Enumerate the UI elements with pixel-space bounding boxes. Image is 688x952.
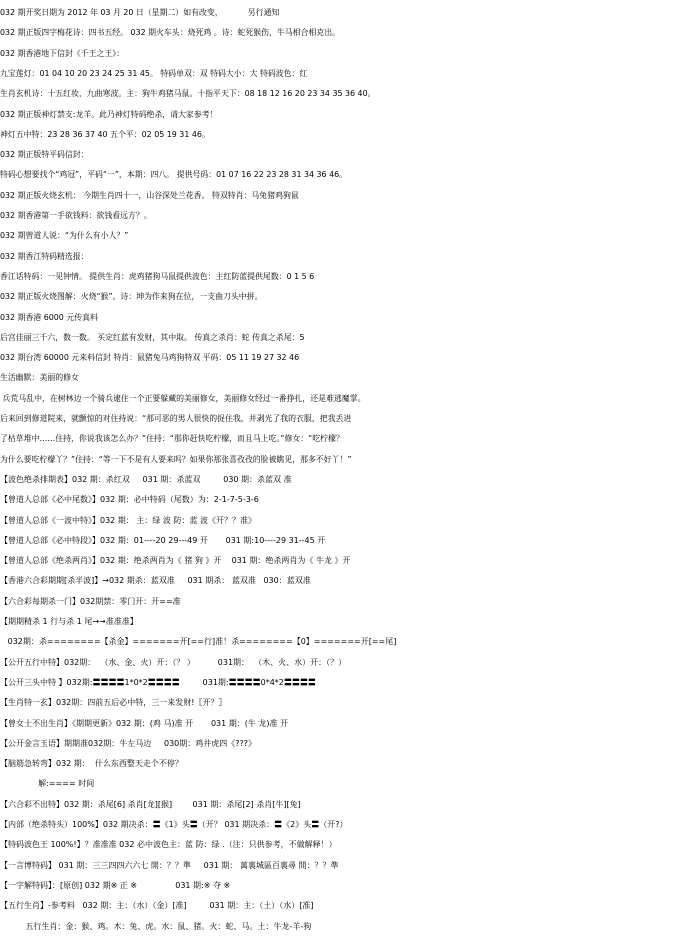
text-line: 后宫佳丽三千六，数一数。 买定红蓝有发财，其中取。 传真之杀肖：蛇 传真之杀尾：5 [0, 332, 305, 342]
text-line: 【波色绝杀排期表】032 期：杀红双 031 期：杀蓝双 030 期：杀蓝双 准 [0, 474, 292, 484]
text-line: 032 期香江特码精选报： [0, 251, 89, 261]
text-line: 032 期香港 6000 元传真料 [0, 312, 98, 322]
text-line: 032 期曾道人说：“为什么有小人？” [0, 231, 129, 241]
text-line: 【内部（绝杀特头）100%】032 期决杀：〓《1》头〓（开？ 031 期决杀：〓《2》头〓（开?） [0, 820, 348, 829]
text-line: 【一字解特码】：[原创] 032 期※ 正 ※ 031 期:※ 夺 ※ [0, 880, 231, 890]
text-line: 神灯五中特：23 28 36 37 40 五个平：02 05 19 31 46。 [0, 129, 210, 139]
text-line: 生肖玄机诗：十五红妆，九曲寒波。主：狗牛鸡猪马鼠。十指平天下：08 18 12 16 20 23 34 35 36 40。 [0, 89, 376, 99]
text-line: 香江话特码：一见钟情。 提供生肖：虎鸡猪狗马鼠提供波色：主红防蓝提供尾数：0 1 5 6 [0, 271, 315, 281]
text-line: 生活幽默：美丽的修女 [0, 373, 79, 383]
text-line: 九宝莲灯：01 04 10 20 23 24 25 31 45。 特码单双：双 特码大小：大 特码波色：红 [0, 68, 308, 78]
text-line: 032 期正版火烧玄机： 今期生肖四十一，山谷深处兰花香。 特双特肖：马兔猪鸡狗鼠 [0, 190, 299, 200]
text-line: 【六合彩每期杀一门】032期禁：零门开：开==准 [0, 596, 181, 606]
text-line: 【香港六合彩期期[杀半波]】→032 期杀：蓝双准 031 期杀： 蓝双准 030：蓝双准 [0, 576, 311, 586]
text-line: 032 期台湾 60000 元来料信封 特肖：鼠猪兔马鸡狗特双 平码：05 11 19 27 32 46 [0, 353, 300, 363]
text-line: 【曾道人总部《一波中特》】032 期： 主：绿 波 防：蓝 波《开？？准》 [0, 515, 256, 525]
text-line: 【曾道人总部《绝杀两肖》】032 期：绝杀两肖为《 猪 狗 》开 031 期：绝杀两肖为《 牛龙 》开 [0, 556, 351, 566]
text-line: 【一言博特码】 031 期：三三四四六六七 開：？？準 031 期： 萬裏城區百裏尋 開：？？準 [0, 860, 339, 870]
text-line: 【脑筋急转弯】032 期： 什么东西整天走个不停？ [0, 759, 183, 769]
text-line: 后来回到修道院来，就颤惊的对住持说：“那可恶的男人很快的捉住我，并剥光了我的衣服，把我丢进 [0, 414, 352, 423]
text-line: 【特码波色王 100%!】？准准准 032 必中波色主：蓝 防：绿 .（注：只供参考，不做解释！） [0, 840, 337, 850]
text-line: 特码心想要找个“鸡冠”，平码“一”，本期：四八。 提供号码：01 07 16 22 23 28 31 34 36 46。 [0, 170, 347, 180]
text-line: 【曾道人总部《必中特段》】032 期：01----20 29---49 开 031 期:10----29 31--45 开 [0, 535, 326, 545]
text-line: 032 期正版神灯禁支:龙羊。此乃神灯特码绝杀，请大家参考！ [0, 109, 218, 119]
text-line: 解:==== 时间 [0, 779, 95, 789]
text-line: 032 期开奖日期为 2012 年 03 月 20 日（星期二）如有改变， 另行通知 [0, 8, 280, 17]
text-line: 【六合彩不出特】032 期：杀尾[6] 杀肖[龙][猴] 031 期：杀尾[2] 杀肖[牛][兔] [0, 799, 301, 809]
text-line: 兵荒马乱中，在树林边一个骑兵逮住一个正要躲藏的美丽修女，美丽修女经过一番挣扎，还是难逃魔掌。 [0, 393, 366, 403]
text-line: 了枯草堆中……住持，你说我该怎么办？”住持：“那你赶快吃柠檬，而且马上吃。”修女：“吃柠檬？ [0, 434, 344, 444]
text-line: 032 期香港地下信封《千王之王》： [0, 48, 125, 58]
text-line: 【公开三头中特 】032期:〓〓〓〓1*0*2〓〓〓〓 031期:〓〓〓〓0*4*2〓〓〓〓 [0, 677, 316, 687]
text-line: 032期：杀========【杀金】=======开[==行]准！杀========【0】=======开[==尾] [0, 637, 397, 647]
text-line: 【公开五行中特】032期： （水、金、火）开：（？ ） 031期： （木、火、水）开：（？） [0, 657, 347, 667]
text-line: 为什么要吃柠檬丫？”住持：“等一下不是有人要来吗？如果你那张喜孜孜的脸被瞧见，那多不好丫！” [0, 454, 352, 464]
text-line: 032 期正版特平码信封： [0, 150, 89, 160]
text-line: 【生肖特一玄】032期：四前五后必中特，三一来发财!〖开？〗 [0, 698, 227, 708]
text-line: 【曾女士不出生肖】《期期更新》032 期：(鸡 马)准 开 031 期：(牛 龙)准 开 [0, 718, 289, 728]
text-line: 【公开金言玉语】期期准032期：牛左马边 030期：鸡井虎四《???》 [0, 738, 256, 748]
text-line: 【曾道人总部《必中尾数》】032 期：必中特码（尾数）为：2-1-7-5-3-6 [0, 495, 259, 505]
text-line: 032 期香港第一手欲钱料：欲钱看远方？。 [0, 211, 152, 220]
text-line: 【期期精杀 1 行与杀 1 尾→→准准准】 [0, 617, 138, 626]
text-line: 五行生肖：金：猴、鸡。木：兔、虎。水：鼠、猪。火：蛇、马。土：牛龙-羊-狗 [0, 921, 312, 931]
text-line: 032 期正版四字梅花诗：四书五经。 032 期火车头：烧死鸡 。诗：蛇死猴伤，牛马相合相克出。 [0, 28, 341, 38]
text-line: 032 期正版火烧图解：火烧“猴”。诗：坤为作来狗在位，一支曲刀头中拼。 [0, 292, 263, 302]
text-line: 【五行生肖】-参考料 032 期：主：（水）（金）[准] 031 期：主：（土）（水）[准] [0, 901, 314, 911]
